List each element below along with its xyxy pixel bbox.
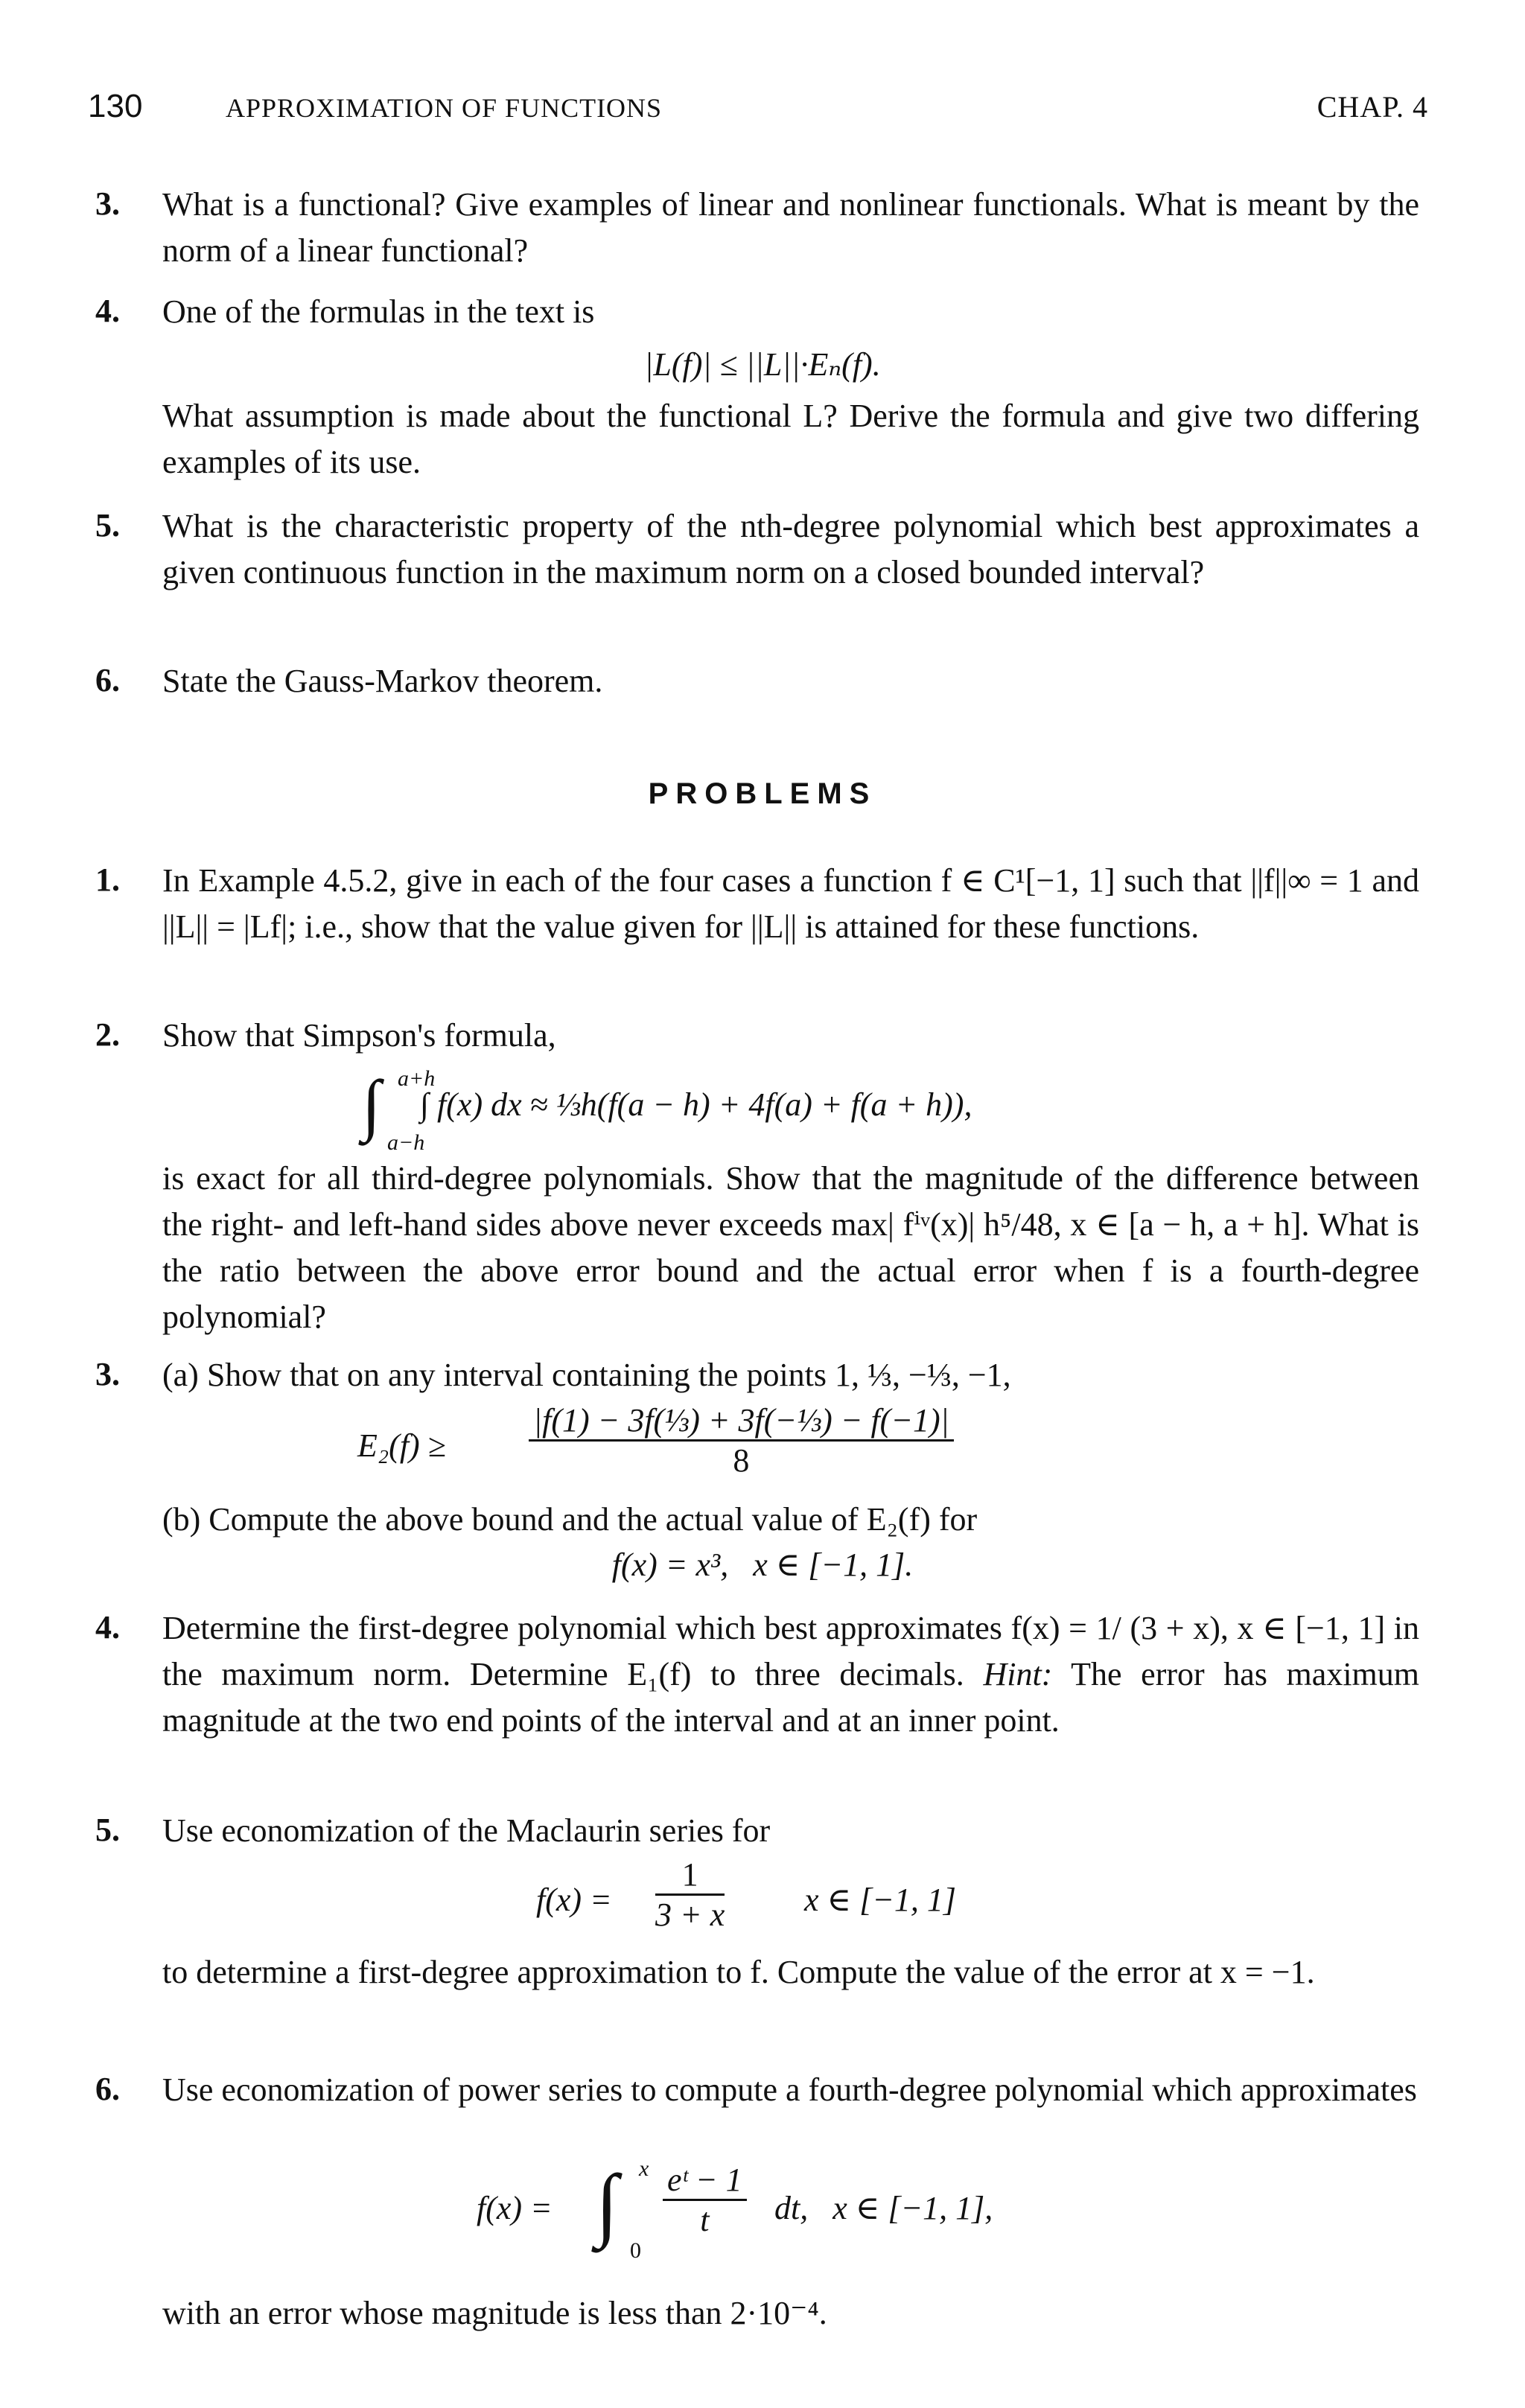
problem-number: 2. [95, 1016, 120, 1053]
problem-text: Use economization of power series to compute a fourth-degree polynomial which approximates [162, 2071, 1417, 2108]
integral-upper-limit: a+h [398, 1066, 436, 1091]
problem-text: Use economization of the Maclaurin series for [162, 1812, 771, 1849]
integral-lower-limit: 0 [630, 2238, 641, 2263]
problem-text [162, 1605, 1419, 1744]
question-number: 5. [95, 507, 120, 544]
numerator: 1 [655, 1856, 725, 1896]
integral-upper-limit: x [639, 2156, 649, 2181]
question-number: 6. [95, 662, 120, 698]
problem-text: Show that Simpson's formula, [162, 1017, 556, 1054]
problem-body: Determine the first-degree polynomial which best approximates f(x) = 1/ (3 + x), x ∈ [−1, 1] in the maximum norm. Determine E₁(f) to three decimals. [162, 1610, 1419, 1692]
question-text: What is the characteristic property of the nth-degree polynomial which best approximates a given continuous function in the maximum norm on a closed bounded interval? [162, 508, 1419, 590]
numerator: |f(1) − 3f(⅓) + 3f(−⅓) − f(−1)| [529, 1401, 954, 1442]
problem-number: 4. [95, 1609, 120, 1646]
hint-text: The error has maximum magnitude at the two end points of the interval and at an inner point. [162, 1656, 1419, 1739]
problem-text-continued: with an error whose magnitude is less than 2·10⁻⁴. [162, 2295, 827, 2331]
integral-sign: ∫ [362, 1066, 381, 1142]
page-number: 130 [88, 88, 143, 124]
formula: |L(f)| ≤ ||L||·Eₙ(f). [644, 346, 881, 383]
formula-lhs: f(x) = [536, 1882, 612, 1918]
problem-number: 6. [95, 2071, 120, 2107]
denominator: t [700, 2202, 710, 2238]
running-title: APPROXIMATION OF FUNCTIONS [226, 93, 663, 123]
problem-text-a: (a) Show that on any interval containing the points 1, ⅓, −⅓, −1, [162, 1357, 1011, 1393]
problem-text-continued: is exact for all third-degree polynomials. Show that the magnitude of the difference between the right- and left-hand sides above never exceeds max| fⁱᵛ(x)| h⁵/48, x ∈ [a − h, a + h]. What is the ratio between the above error bound and the actual error when f is a fourth-degree polynomial? [162, 1160, 1419, 1335]
problem-number: 3. [95, 1356, 120, 1392]
bound-formula [357, 1401, 1251, 1483]
problem-number: 1. [95, 861, 120, 898]
hint-label: Hint: [983, 1656, 1053, 1692]
integral-formula [477, 2156, 1147, 2264]
denominator: 3 + x [655, 1896, 725, 1933]
question-text: State the Gauss-Markov theorem. [162, 663, 603, 699]
denominator: 8 [733, 1442, 750, 1479]
problems-heading: PROBLEMS [648, 777, 877, 810]
fraction [655, 1856, 725, 1934]
numerator: eᵗ − 1 [663, 2161, 747, 2201]
simpson-formula [362, 1066, 1181, 1159]
problem-text: In Example 4.5.2, give in each of the four cases a function f ∈ C¹[−1, 1] such that ||f||∞ = 1 and ||L|| = |Lf|; i.e., show that the value given for ||L|| is attained for these functions. [162, 862, 1419, 945]
formula-b: f(x) = x³, x ∈ [−1, 1]. [611, 1547, 914, 1583]
fraction [529, 1401, 954, 1479]
problem-text-continued: to determine a first-degree approximation to f. Compute the value of the error at x = −1. [162, 1954, 1315, 1990]
chapter-label: CHAP. 4 [1317, 90, 1428, 124]
problem-text-b: (b) Compute the above bound and the actual value of E₂(f) for [162, 1501, 978, 1538]
formula: ∫ f(x) dx ≈ ⅓h(f(a − h) + 4f(a) + f(a + h)), [420, 1086, 972, 1123]
formula-lhs: E₂(f) ≥ [357, 1427, 446, 1464]
problem-number: 5. [95, 1812, 120, 1848]
maclaurin-formula [536, 1856, 1132, 1937]
integral-sign: ∫ [596, 2158, 619, 2249]
question-number: 4. [95, 293, 120, 329]
question-text: One of the formulas in the text is [162, 293, 595, 330]
integral-lower-limit: a−h [387, 1130, 425, 1155]
question-text: What is a functional? Give examples of linear and nonlinear functionals. What is meant by the norm of a linear functional? [162, 186, 1419, 269]
question-text-continued: What assumption is made about the functional L? Derive the formula and give two differing examples of its use. [162, 398, 1419, 480]
formula-rhs: x ∈ [−1, 1] [804, 1882, 957, 1918]
question-number: 3. [95, 185, 120, 222]
formula-lhs: f(x) = [477, 2190, 553, 2226]
formula-rhs: dt, x ∈ [−1, 1], [774, 2190, 993, 2226]
fraction [663, 2161, 747, 2239]
